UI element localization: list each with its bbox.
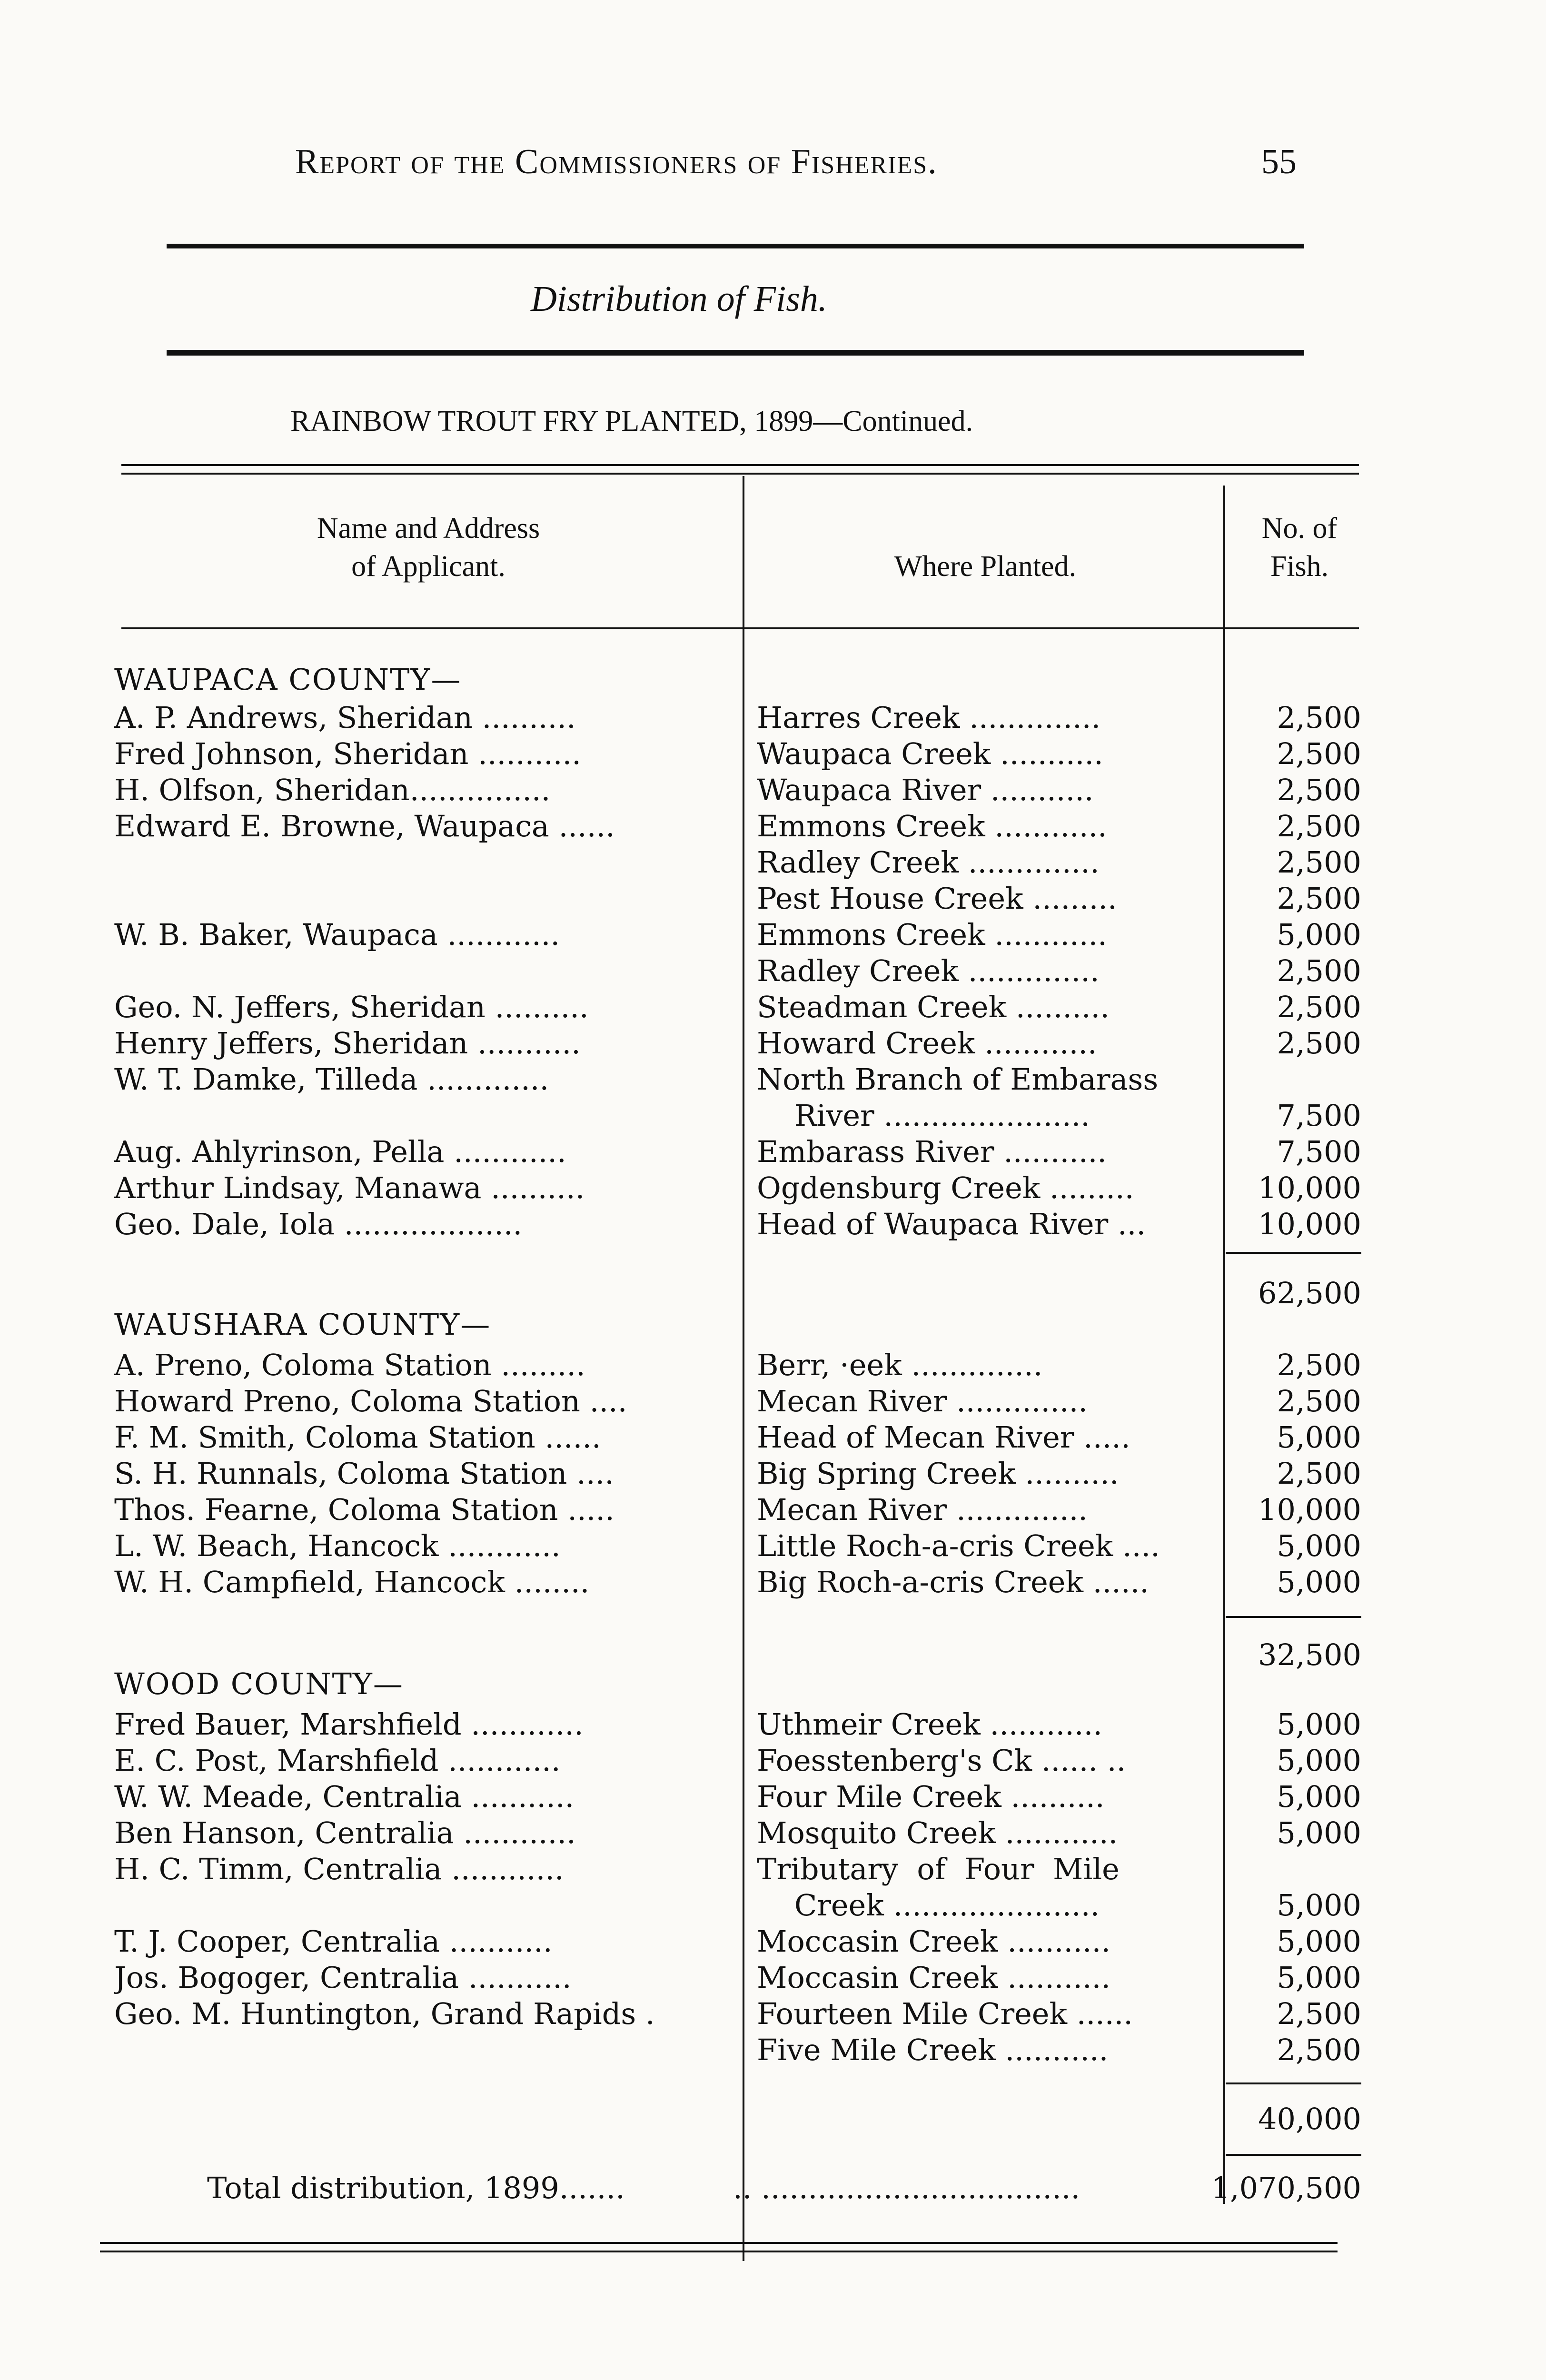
table-row: H. Olfson, Sheridan............... Waupaca River ........... 2,500 <box>114 773 1361 807</box>
table-title: RAINBOW TROUT FRY PLANTED, 1899—Continued. <box>290 405 973 437</box>
total-leader-dots: .. .................................. <box>733 2171 1080 2205</box>
header-rule-top <box>167 244 1304 248</box>
table-row: S. H. Runnals, Coloma Station .... Big Spring Creek .......... 2,500 <box>114 1456 1361 1491</box>
table-bottom-rule-2 <box>100 2251 1338 2252</box>
table-row: Geo. N. Jeffers, Sheridan .......... Steadman Creek .......... 2,500 <box>114 990 1361 1024</box>
table-row: Henry Jeffers, Sheridan ........... Howard Creek ............ 2,500 <box>114 1026 1361 1061</box>
table-row: Fred Bauer, Marshfield ............ Uthmeir Creek ............ 5,000 <box>114 1707 1361 1742</box>
table-row: T. J. Cooper, Centralia ........... Moccasin Creek ........... 5,000 <box>114 1924 1361 1959</box>
table-row: E. C. Post, Marshfield ............ Foesstenberg's Ck ...... .. 5,000 <box>114 1743 1361 1778</box>
county-heading-waupaca: WAUPACA COUNTY— <box>114 662 462 697</box>
table-row: Five Mile Creek ........... 2,500 <box>757 2033 1361 2067</box>
table-row: Arthur Lindsay, Manawa .......... Ogdensburg Creek ......... 10,000 <box>114 1170 1361 1205</box>
table-row: Creek ...................... 5,000 <box>757 1888 1361 1923</box>
table-row: Thos. Fearne, Coloma Station ..... Mecan River .............. 10,000 <box>114 1492 1361 1527</box>
subtotal-rule <box>1226 2082 1361 2084</box>
subtotal-rule <box>1226 1616 1361 1618</box>
page-number: 55 <box>1261 142 1297 181</box>
table-row: W. B. Baker, Waupaca ............ Emmons Creek ............ 5,000 <box>114 917 1361 952</box>
table-row: H. C. Timm, Centralia ............ Tributary of Four Mile <box>114 1852 1120 1886</box>
table-row: L. W. Beach, Hancock ............ Little Roch-a-cris Creek .... 5,000 <box>114 1528 1361 1563</box>
fish-column-header: No. of Fish. <box>1261 512 1338 583</box>
table-row: W. W. Meade, Centralia ........... Four Mile Creek .......... 5,000 <box>114 1779 1361 1814</box>
total-label: Total distribution, 1899....... <box>207 2171 625 2205</box>
table-row: W. T. Damke, Tilleda ............. North Branch of Embarass <box>114 1062 1159 1097</box>
table-row: Pest House Creek ......... 2,500 <box>757 881 1361 916</box>
where-column-header: Where Planted. <box>894 550 1077 583</box>
section-subtitle: Distribution of Fish. <box>531 279 827 319</box>
county-heading-wood: WOOD COUNTY— <box>114 1666 404 1701</box>
table-row: F. M. Smith, Coloma Station ...... Head of Mecan River ..... 5,000 <box>114 1420 1361 1455</box>
table-row: A. Preno, Coloma Station ......... Berr, ·eek .............. 2,500 <box>114 1348 1361 1382</box>
header-bottom-rule <box>121 627 1359 629</box>
subtotal-rule <box>1226 2154 1361 2156</box>
running-title: Report of the Commissioners of Fisheries. <box>295 142 938 181</box>
table-row: Radley Creek .............. 2,500 <box>757 845 1361 880</box>
table-row: A. P. Andrews, Sheridan .......... Harres Creek .............. 2,500 <box>114 700 1361 735</box>
header-rule-bottom <box>167 350 1304 356</box>
table-top-rule-1 <box>121 464 1359 466</box>
table-row: Aug. Ahlyrinson, Pella ............ Embarass River ........... 7,500 <box>114 1134 1361 1169</box>
subtotal-rule <box>1226 1252 1361 1254</box>
table-row: Jos. Bogoger, Centralia ........... Moccasin Creek ........... 5,000 <box>114 1960 1361 1995</box>
name-column-header: Name and Address of Applicant. <box>317 512 540 583</box>
subtotal-wood: 40,000 <box>1258 2102 1361 2136</box>
table-row: Howard Preno, Coloma Station .... Mecan River .............. 2,500 <box>114 1384 1361 1418</box>
table-bottom-rule-1 <box>100 2242 1338 2244</box>
subtotal-waushara: 32,500 <box>1258 1637 1361 1672</box>
table-row: Fred Johnson, Sheridan ........... Waupaca Creek ........... 2,500 <box>114 736 1361 771</box>
table-row: River ...................... 7,500 <box>757 1098 1361 1133</box>
total-value: 1,070,500 <box>1211 2171 1361 2205</box>
table-top-rule-2 <box>121 473 1359 475</box>
table-row: Edward E. Browne, Waupaca ...... Emmons Creek ............ 2,500 <box>114 809 1361 843</box>
table-row: Ben Hanson, Centralia ............ Mosquito Creek ............ 5,000 <box>114 1815 1361 1850</box>
table-row: Geo. Dale, Iola ................... Head of Waupaca River ... 10,000 <box>114 1207 1361 1241</box>
table-row: Radley Creek .............. 2,500 <box>757 953 1361 988</box>
subtotal-waupaca: 62,500 <box>1258 1276 1361 1310</box>
table-row: W. H. Campfield, Hancock ........ Big Roch-a-cris Creek ...... 5,000 <box>114 1565 1361 1599</box>
county-heading-waushara: WAUSHARA COUNTY— <box>114 1307 491 1342</box>
table-row: Geo. M. Huntington, Grand Rapids . Fourteen Mile Creek ...... 2,500 <box>114 1996 1361 2031</box>
